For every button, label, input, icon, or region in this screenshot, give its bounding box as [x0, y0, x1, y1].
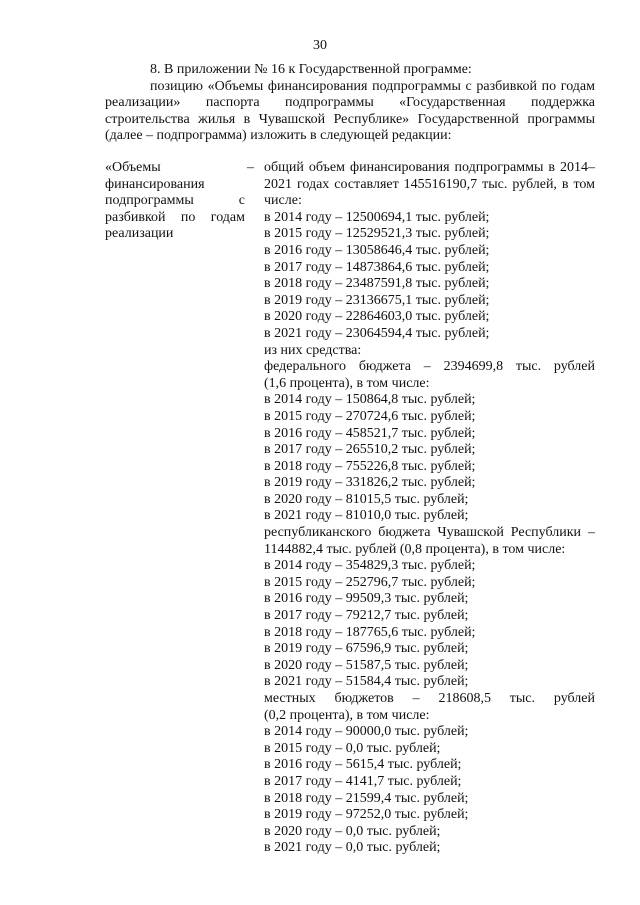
list-item: в 2021 году – 51584,4 тыс. рублей; — [264, 674, 469, 690]
list-item: в 2015 году – 12529521,3 тыс. рублей; — [264, 226, 490, 242]
local-word: – — [412, 691, 420, 706]
local-word: местных — [264, 691, 316, 706]
page-number: 30 — [313, 38, 327, 53]
list-item: в 2021 году – 23064594,4 тыс. рублей; — [264, 325, 490, 341]
republic-budget-text: республиканского бюджета Чувашской Республики – 1144882,4 тыс. рублей (0,8 процента), в том числе: — [264, 525, 595, 557]
local-budget-line — [264, 691, 595, 708]
amendment-paragraph: позицию «Объемы финансирования подпрограммы с разбивкой по годам реализации» паспорта подпрограммы «Государственная поддержка строительства жилья в Чувашской Республике» Государственной программы (далее – подпрограмма) изложить в следующей редакции: — [105, 78, 595, 144]
list-item: в 2016 году – 99509,3 тыс. рублей; — [264, 591, 469, 607]
federal-word: бюджета — [358, 359, 412, 375]
list-item: в 2015 году – 0,0 тыс. рублей; — [264, 740, 441, 756]
local-years-list — [264, 724, 595, 857]
list-item: в 2014 году – 354829,3 тыс. рублей; — [264, 558, 476, 574]
list-item: в 2019 году – 23136675,1 тыс. рублей; — [264, 292, 490, 308]
federal-word: федерального — [264, 359, 347, 375]
federal-word: рублей — [553, 359, 595, 375]
of-which-label: из них средства: — [264, 342, 362, 358]
list-item: в 2016 году – 458521,7 тыс. рублей; — [264, 425, 476, 441]
list-item: в 2014 году – 90000,0 тыс. рублей; — [264, 724, 469, 740]
list-item: в 2018 году – 187765,6 тыс. рублей; — [264, 624, 476, 640]
list-item: в 2020 году – 81015,5 тыс. рублей; — [264, 491, 469, 507]
list-item: в 2020 году – 51587,5 тыс. рублей; — [264, 657, 469, 673]
list-item: в 2016 году – 13058646,4 тыс. рублей; — [264, 242, 490, 258]
total-years-list — [264, 210, 595, 343]
federal-word: – — [423, 359, 431, 375]
list-item: в 2021 году – 0,0 тыс. рублей; — [264, 840, 441, 856]
list-item: в 2018 году – 23487591,8 тыс. рублей; — [264, 276, 490, 292]
local-share: (0,2 процента), в том числе: — [264, 707, 430, 723]
list-item: в 2014 году – 12500694,1 тыс. рублей; — [264, 209, 490, 225]
list-item: в 2016 году – 5615,4 тыс. рублей; — [264, 757, 462, 773]
list-item: в 2020 году – 22864603,0 тыс. рублей; — [264, 309, 490, 325]
list-item: в 2017 году – 4141,7 тыс. рублей; — [264, 773, 462, 789]
amendment-heading: 8. В приложении № 16 к Государственной программе: — [150, 62, 472, 77]
list-item: в 2015 году – 270724,6 тыс. рублей; — [264, 408, 476, 424]
federal-word: тыс. — [515, 359, 542, 375]
list-item: в 2019 году – 97252,0 тыс. рублей; — [264, 807, 469, 823]
list-item: в 2015 году – 252796,7 тыс. рублей; — [264, 574, 476, 590]
list-item: в 2018 году – 21599,4 тыс. рублей; — [264, 790, 469, 806]
position-dash: – — [247, 160, 254, 175]
federal-word: 2394699,8 — [443, 359, 504, 375]
list-item: в 2018 году – 755226,8 тыс. рублей; — [264, 458, 476, 474]
list-item: в 2019 году – 67596,9 тыс. рублей; — [264, 641, 469, 657]
intro-block — [105, 62, 595, 145]
financing-details — [264, 160, 595, 857]
total-financing-text: общий объем финансирования подпрограммы в 2014–2021 годах составляет 145516190,7 тыс. рублей, в том числе: — [264, 160, 595, 209]
local-word: 218608,5 — [438, 691, 491, 706]
federal-budget-line — [264, 359, 595, 376]
list-item: в 2017 году – 14873864,6 тыс. рублей; — [264, 259, 490, 275]
list-item: в 2021 году – 81010,0 тыс. рублей; — [264, 508, 469, 524]
list-item: в 2020 году – 0,0 тыс. рублей; — [264, 823, 441, 839]
republic-years-list — [264, 558, 595, 691]
position-label: «Объемы финансирования подпрограммы с разбивкой по годам реализации — [105, 160, 245, 242]
local-word: тыс. — [509, 691, 536, 706]
list-item: в 2017 году – 265510,2 тыс. рублей; — [264, 442, 476, 458]
list-item: в 2019 году – 331826,2 тыс. рублей; — [264, 475, 476, 491]
list-item: в 2017 году – 79212,7 тыс. рублей; — [264, 608, 469, 624]
list-item: в 2014 году – 150864,8 тыс. рублей; — [264, 392, 476, 408]
local-word: рублей — [553, 691, 595, 706]
federal-share: (1,6 процента), в том числе: — [264, 375, 430, 391]
federal-years-list — [264, 392, 595, 525]
local-word: бюджетов — [334, 691, 394, 706]
